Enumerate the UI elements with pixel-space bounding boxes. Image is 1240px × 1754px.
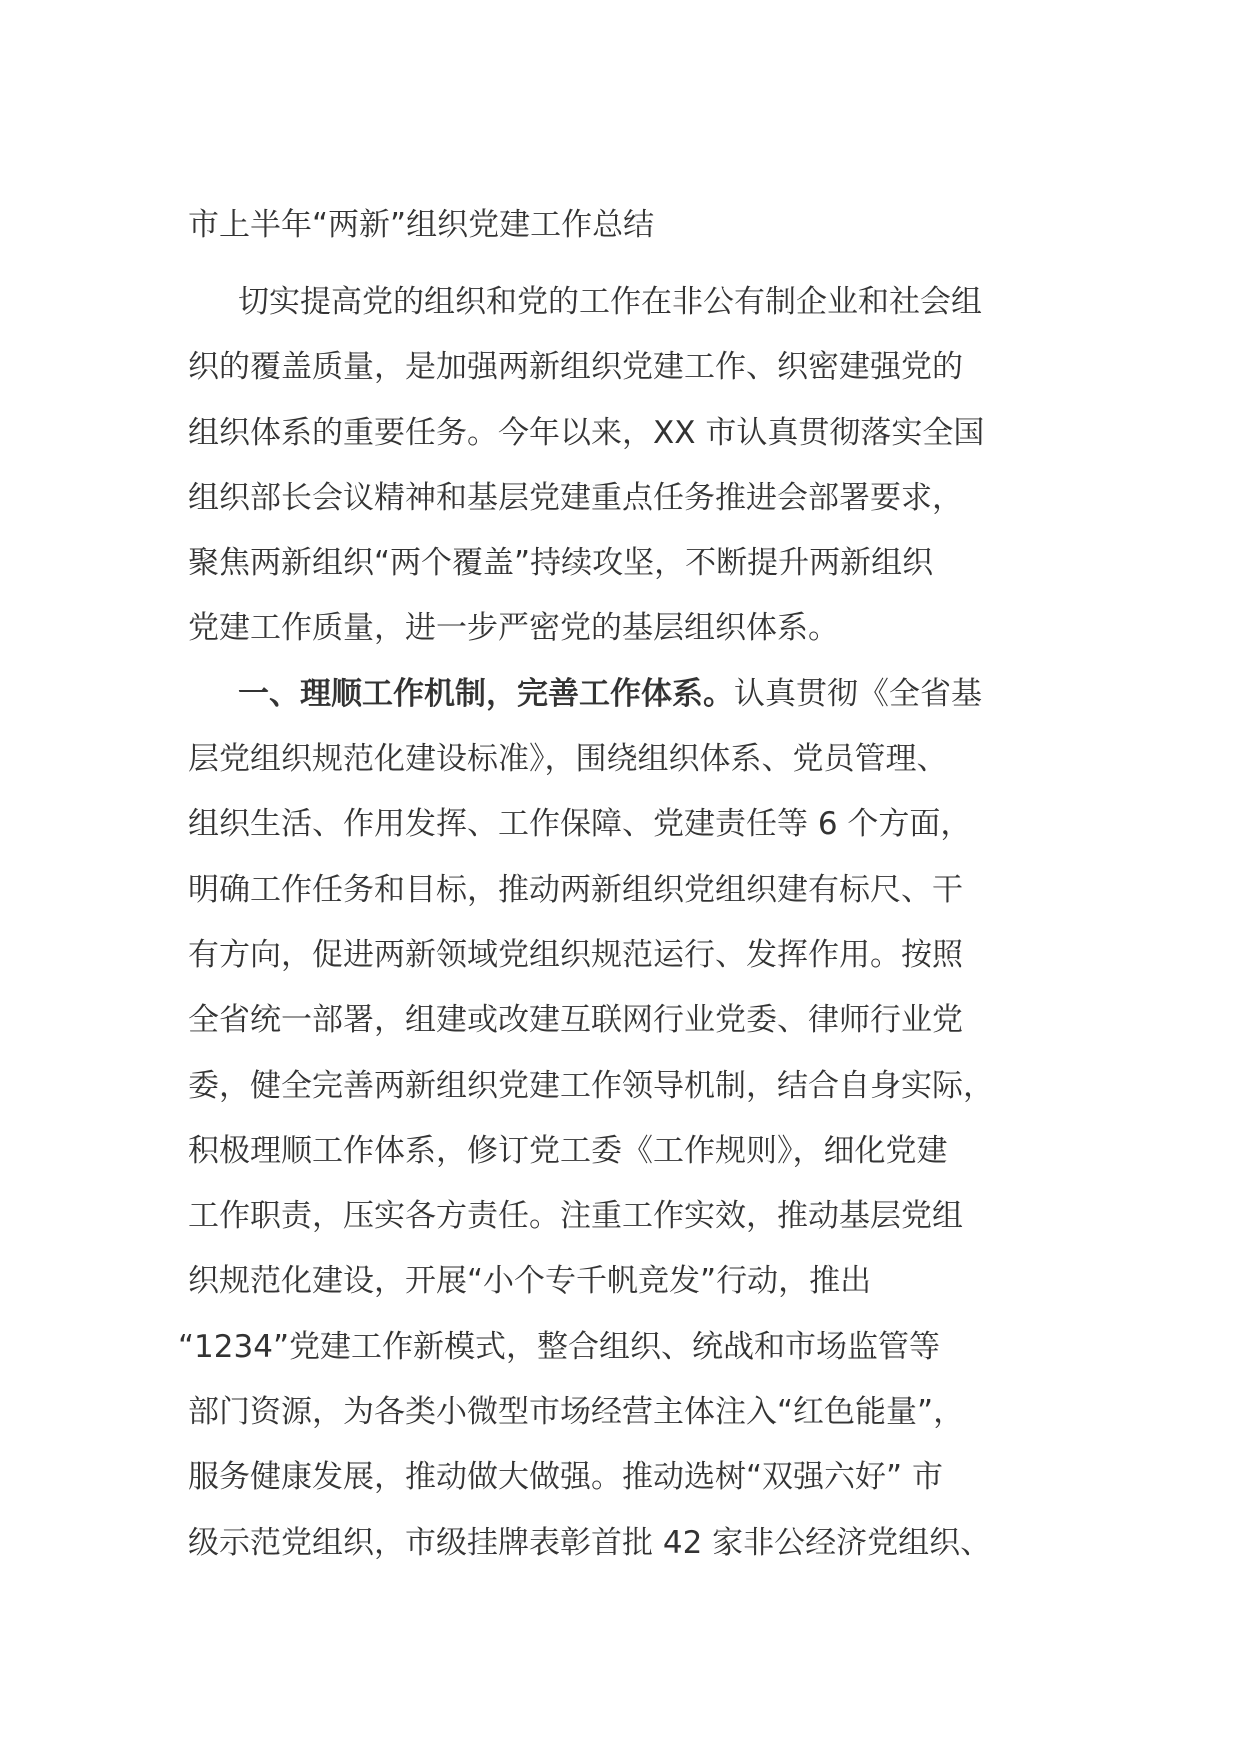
section-one-paragraph: [178, 662, 1056, 1576]
paragraph-line: 委，健全完善两新组织党建工作领导机制，结合自身实际，: [188, 1067, 994, 1104]
document-page: [178, 200, 1056, 1576]
paragraph-line: 组织体系的重要任务。今年以来，XX 市认真贯彻落实全国: [188, 414, 985, 451]
document-title: 市上半年“两新”组织党建工作总结: [188, 207, 655, 243]
paragraph-line: 层党组织规范化建设标准》，围绕组织体系、党员管理、: [188, 741, 948, 778]
paragraph-line: 有方向，促进两新领域党组织规范运行、发挥作用。按照: [188, 936, 963, 973]
paragraph-line: 党建工作质量，进一步严密党的基层组织体系。: [188, 610, 839, 647]
paragraph-line: 切实提高党的组织和党的工作在非公有制企业和社会组: [238, 284, 982, 320]
intro-paragraph: [188, 270, 1056, 662]
section-heading: 一、理顺工作机制，完善工作体系。: [238, 675, 734, 712]
paragraph-line: 级示范党组织，市级挂牌表彰首批 42 家非公经济党组织、: [188, 1524, 992, 1561]
paragraph-line: 织的覆盖质量，是加强两新组织党建工作、织密建强党的: [188, 349, 963, 386]
paragraph-line: 积极理顺工作体系，修订党工委《工作规则》，细化党建: [188, 1132, 948, 1169]
section-text: 认真贯彻《全省基: [734, 675, 982, 712]
paragraph-line: 部门资源，为各类小微型市场经营主体注入“红色能量”，: [188, 1394, 965, 1431]
paragraph-line: 组织生活、作用发挥、工作保障、党建责任等 6 个方面，: [188, 806, 972, 843]
paragraph-line: 组织部长会议精神和基层党建重点任务推进会部署要求，: [188, 479, 963, 516]
paragraph-line: 聚焦两新组织“两个覆盖”持续攻坚，不断提升两新组织: [188, 545, 934, 582]
paragraph-line: 工作职责，压实各方责任。注重工作实效，推动基层党组: [188, 1198, 963, 1235]
paragraph-line: [188, 662, 1056, 727]
paragraph-line: 全省统一部署，组建或改建互联网行业党委、律师行业党: [188, 1002, 963, 1039]
paragraph-line: 服务健康发展，推动做大做强。推动选树“双强六好” 市: [188, 1459, 943, 1496]
paragraph-line: 明确工作任务和目标，推动两新组织党组织建有标尺、干: [188, 871, 963, 908]
paragraph-line: “1234”党建工作新模式，整合组织、统战和市场监管等: [178, 1328, 941, 1365]
paragraph-line: 织规范化建设，开展“小个专千帆竞发”行动，推出: [188, 1263, 872, 1300]
